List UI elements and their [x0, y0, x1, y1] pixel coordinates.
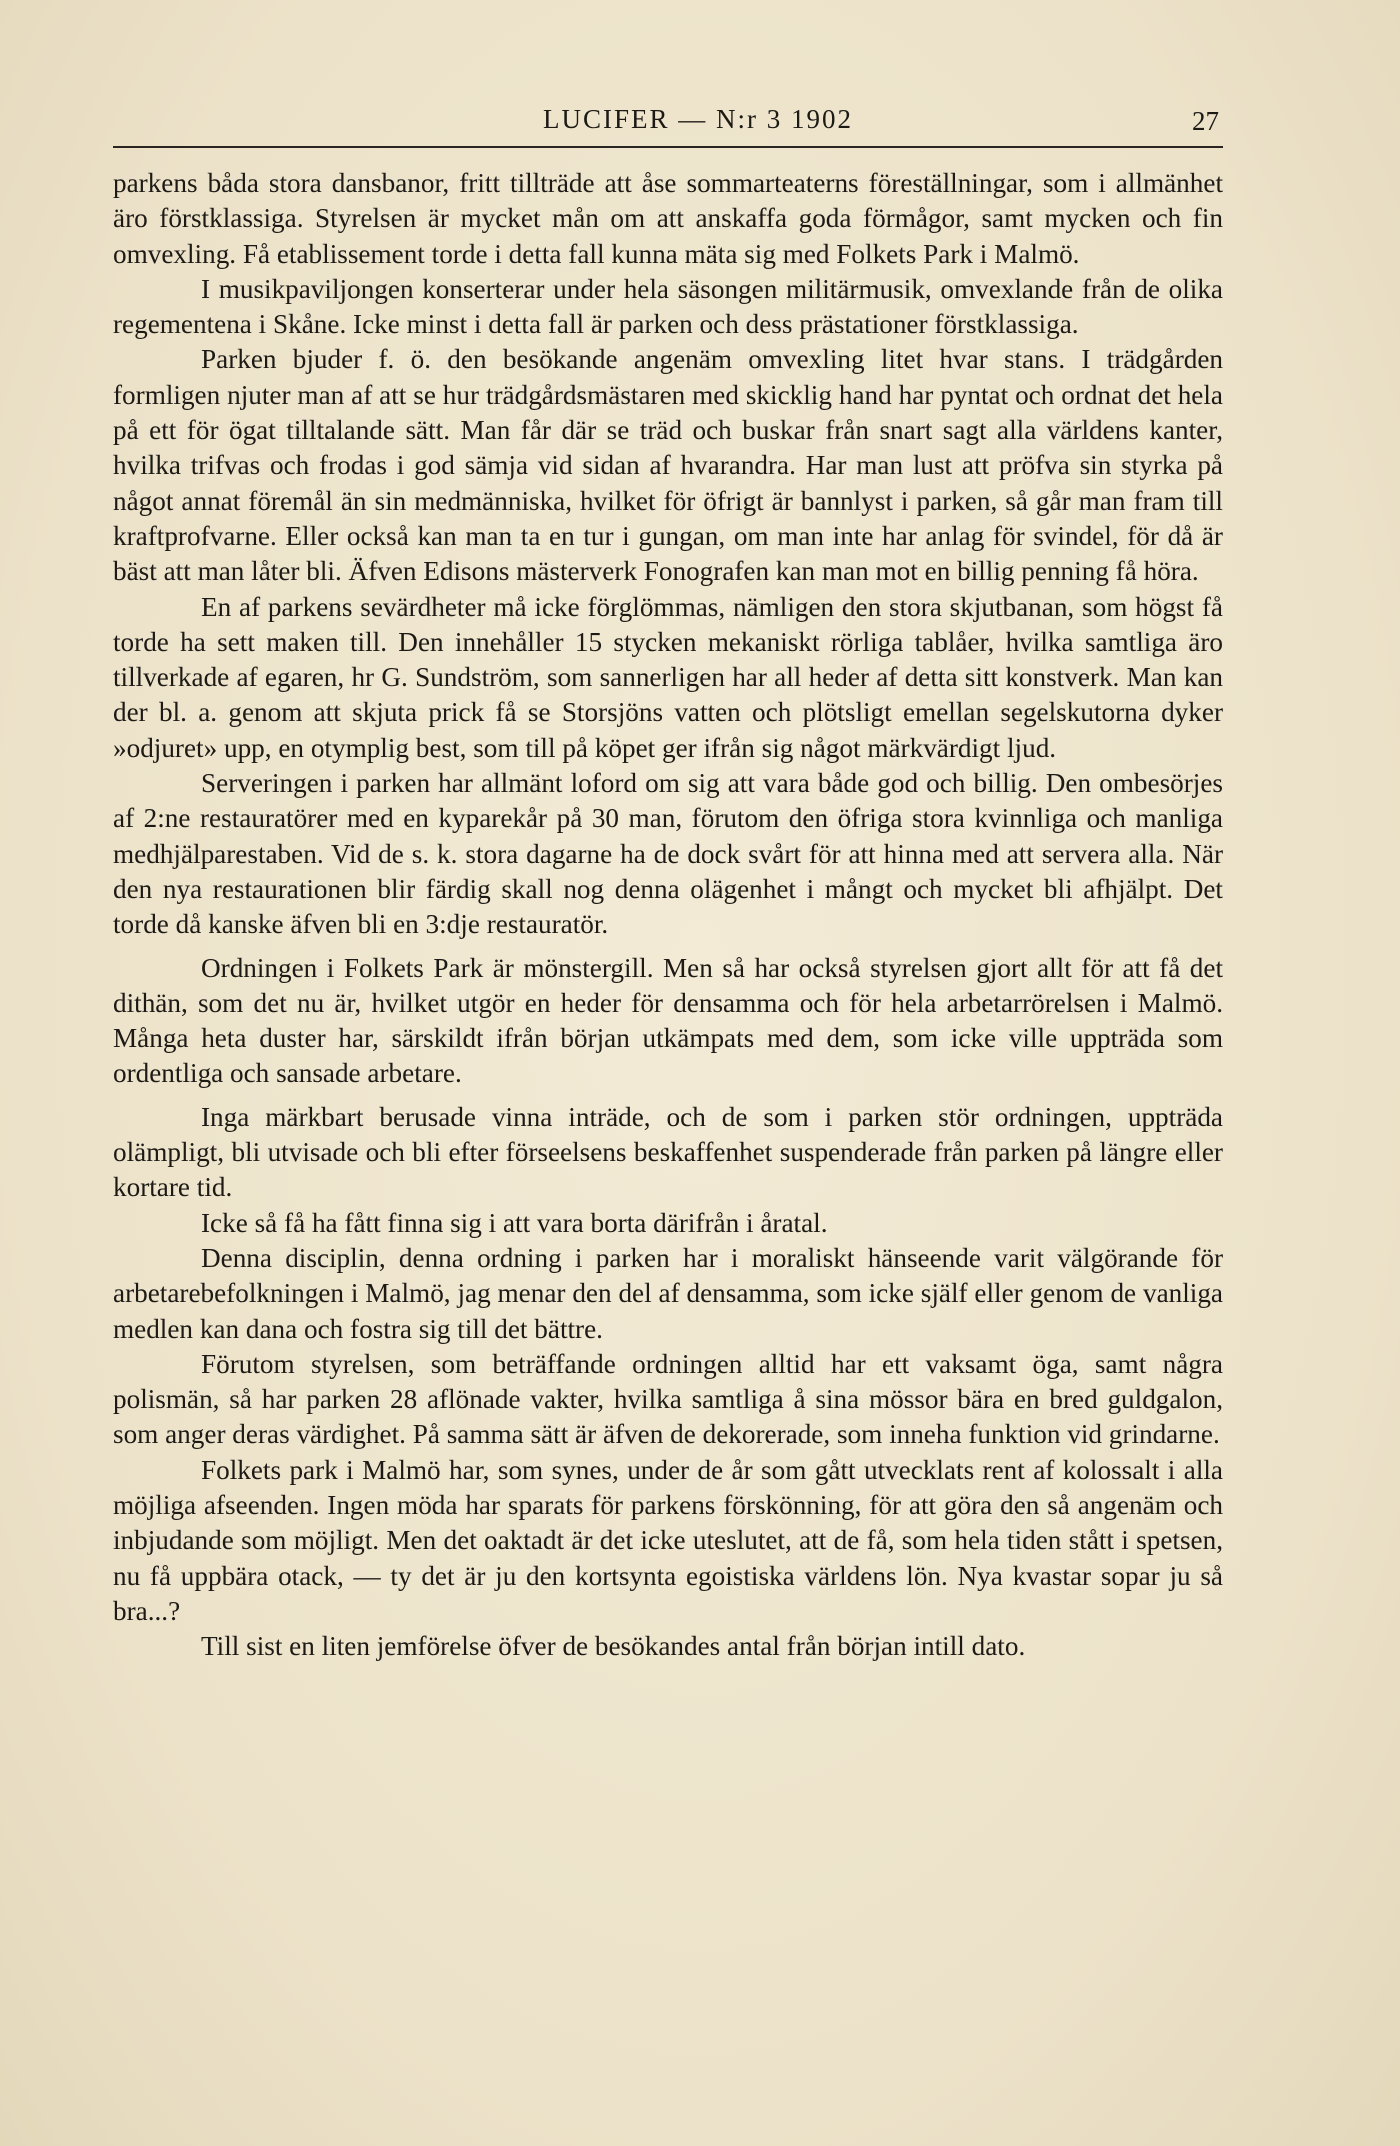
- page-number: 27: [1192, 106, 1219, 136]
- paragraph: Ordningen i Folkets Park är mönstergill. Men så har också styrelsen gjort allt för att få det dithän, som det nu är, hvilket utgör en heder för densamma och för hela arbetarrörelsen i Malmö. Många heta duster har, särskildt ifrån början utkämpats med dem, som icke ville uppträda som ordentliga och sansade arbetare.: [113, 952, 1223, 1089]
- paragraph: En af parkens sevärdheter må icke förglömmas, nämligen den stora skjutbanan, som högst få torde ha sett maken till. Den innehåller 15 stycken mekaniskt rörliga tablåer, hvilka samtliga äro tillverkade af egaren, hr G. Sundström, som sannerligen har all heder af detta sitt konstverk. Man kan der bl. a. genom att skjuta prick få se Storsjöns vatten och plötsligt emellan segelskutorna dyker »odjuret» upp, en otymplig best, som till på köpet ger ifrån sig något märkvärdigt ljud.: [113, 591, 1223, 763]
- article-body: [113, 166, 1223, 1664]
- paragraph: Icke så få ha fått finna sig i att vara borta därifrån i åratal.: [201, 1207, 828, 1238]
- paragraph: Folkets park i Malmö har, som synes, under de år som gått utvecklats rent af kolossalt i alla möjliga afseenden. Ingen möda har sparats för parkens förskönning, för att göra den så angenäm och inbjudande som möjligt. Men det oaktadt är det icke uteslutet, att de få, som hela tiden stått i spetsen, nu få uppbära otack, — ty det är ju den kortsynta egoistiska världens lön. Nya kvastar sopar ju så bra...?: [113, 1454, 1223, 1626]
- paragraph: Förutom styrelsen, som beträffande ordningen alltid har ett vaksamt öga, samt några polismän, så har parken 28 aflönade vakter, hvilka samtliga å sina mössor bära en bred guldgalon, som anger deras värdighet. På samma sätt är äfven de dekorerade, som inneha funktion vid grindarne.: [113, 1348, 1223, 1450]
- paragraph: Parken bjuder f. ö. den besökande angenäm omvexling litet hvar stans. I trädgården formligen njuter man af att se hur trädgårdsmästaren med skicklig hand har pyntat och ordnat det hela på ett för ögat tilltalande sätt. Man får där se träd och buskar från snart sagt alla världens kanter, hvilka trifvas och frodas i god sämja vid sidan af hvarandra. Har man lust att pröfva sin styrka på något annat föremål än sin medmänniska, hvilket för öfrigt är bannlyst i parken, så går man fram till kraftprofvarne. Eller också kan man ta en tur i gungan, om man inte har anlag för svindel, för då är bäst att man låter bli. Äfven Edisons mästerverk Fonografen kan man mot en billig penning få höra.: [113, 344, 1223, 587]
- paragraph: I musikpaviljongen konserterar under hela säsongen militärmusik, omvexlande från de olika regementena i Skåne. Icke minst i detta fall är parken och dess prästationer förstklassiga.: [113, 273, 1223, 340]
- paragraph: Denna disciplin, denna ordning i parken har i moraliskt hänseende varit välgörande för arbetarebefolkningen i Malmö, jag menar den del af densamma, som icke själf eller genom de vanliga medlen kan dana och fostra sig till det bättre.: [113, 1242, 1223, 1344]
- running-header: [113, 100, 1223, 148]
- journal-title: LUCIFER — N:r 3 1902: [543, 104, 853, 134]
- paragraph: Till sist en liten jemförelse öfver de besökandes antal från början intill dato.: [201, 1631, 1026, 1662]
- paragraph: parkens båda stora dansbanor, fritt tillträde att åse sommarteaterns föreställningar, som i allmänhet äro förstklassiga. Styrelsen är mycket mån om att anskaffa goda förmågor, samt mycken och fin omvexling. Få etablissement torde i detta fall kunna mäta sig med Folkets Park i Malmö.: [113, 168, 1223, 269]
- paragraph: Inga märkbart berusade vinna inträde, och de som i parken stör ordningen, uppträda olämpligt, bli utvisade och bli efter förseelsens beskaffenhet suspenderade från parken på längre eller kortare tid.: [113, 1101, 1223, 1203]
- paragraph: Serveringen i parken har allmänt loford om sig att vara både god och billig. Den ombesörjes af 2:ne restauratörer med en kyparekår på 30 man, förutom den öfriga stora kvinnliga och manliga medhjälparestaben. Vid de s. k. stora dagarne ha de dock svårt för att hinna med att servera alla. När den nya restaurationen blir färdig skall nog denna olägenhet i mångt och mycket bli afhjälpt. Det torde då kanske äfven bli en 3:dje restauratör.: [113, 768, 1223, 940]
